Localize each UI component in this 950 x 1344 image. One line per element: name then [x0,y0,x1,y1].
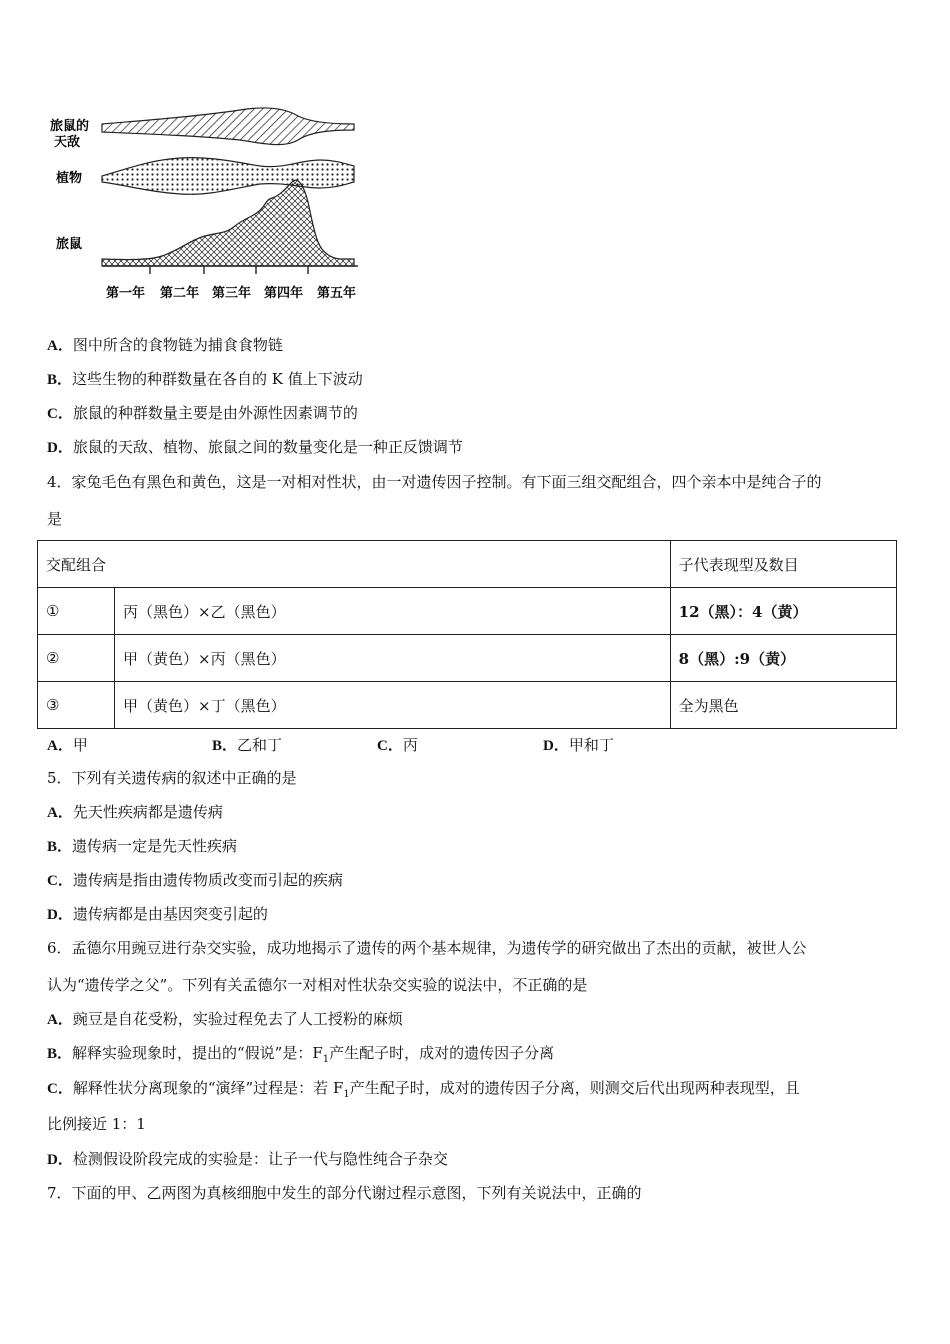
q3-option-a: A．图中所含的食物链为捕食食物链 [47,336,283,354]
table-cell-offspring: 全为黑色 [670,682,896,729]
q6-option-c: C．解释性状分离现象的“演绎”过程是：若 $F_1$产生配子时，成对的遗传因子分离，则测交后代出现两种表现型，且 [47,1079,800,1100]
lemming-area [102,180,354,266]
table-header-offspring: 子代表现型及数目 [670,541,896,588]
table-cell-offspring: 8（黑）:9（黄） [670,635,896,682]
q6-option-a: A．豌豆是自花受粉，实验过程免去了人工授粉的麻烦 [47,1010,403,1028]
table-cell-cross: 甲（黄色）×丙（黑色） [115,635,671,682]
table-header-row [38,541,897,588]
q4-choice-c: C．丙 [377,736,418,754]
q7-stem: 7．下面的甲、乙两图为真核细胞中发生的部分代谢过程示意图，下列有关说法中，正确的 [47,1184,642,1202]
q6-option-c-line-2: 比例接近 1：1 [47,1115,146,1133]
q4-choices [47,734,907,754]
tick-year-2: 第二年 [160,286,200,301]
q4-stem-line-1: 4．家兔毛色有黑色和黄色，这是一对相对性状，由一对遗传因子控制。有下面三组交配组合，四个亲本中是纯合子的 [47,473,822,491]
q6-stem-line-2: 认为“遗传学之父”。下列有关孟德尔一对相对性状杂交实验的说法中，不正确的是 [47,976,588,994]
table-cell-offspring: 12（黑）：4（黄） [670,588,896,635]
q4-choice-a: A．甲 [47,736,88,754]
q4-choice-d: D．甲和丁 [543,736,614,754]
tick-year-1: 第一年 [106,286,146,301]
q6-stem-line-1: 6．孟德尔用豌豆进行杂交实验，成功地揭示了遗传的两个基本规律，为遗传学的研究做出了杰出的贡献，被世人公 [47,939,807,957]
table-cell-index: ③ [38,682,115,729]
table-cell-index: ② [38,635,115,682]
label-predator-1: 旅鼠的 [50,119,90,134]
plant-band [102,158,354,195]
table-row [38,588,897,635]
q5-option-c: C．遗传病是指由遗传物质改变而引起的疾病 [47,871,343,889]
q6-option-b: B．解释实验现象时，提出的“假说”是：$F_1$产生配子时，成对的遗传因子分离 [47,1044,555,1065]
label-lemming: 旅鼠 [56,237,83,252]
q3-option-c: C．旅鼠的种群数量主要是由外源性因素调节的 [47,404,358,422]
tick-year-3: 第三年 [212,286,252,301]
predator-band [102,108,354,145]
q4-choice-b: B．乙和丁 [212,736,283,754]
table-cell-cross: 甲（黄色）×丁（黑色） [115,682,671,729]
label-plant: 植物 [56,171,83,186]
table-header-cross: 交配组合 [38,541,671,588]
label-predator-2: 天敌 [54,135,81,150]
q5-option-d: D．遗传病都是由基因突变引起的 [47,905,268,923]
q3-option-d: D．旅鼠的天敌、植物、旅鼠之间的数量变化是一种正反馈调节 [47,438,463,456]
q5-option-a: A．先天性疾病都是遗传病 [47,803,223,821]
tick-year-5: 第五年 [317,286,357,301]
q4-stem-line-2: 是 [47,510,63,528]
table-row [38,682,897,729]
table-cell-cross: 丙（黑色）×乙（黑色） [115,588,671,635]
table-cell-index: ① [38,588,115,635]
q6-option-d: D．检测假设阶段完成的实验是：让子一代与隐性纯合子杂交 [47,1150,448,1168]
table-row [38,635,897,682]
q3-option-b: B．这些生物的种群数量在各自的 K 值上下波动 [47,370,363,388]
q5-stem: 5．下列有关遗传病的叙述中正确的是 [47,769,297,787]
tick-year-4: 第四年 [264,286,304,301]
cross-table [37,540,897,729]
q5-option-b: B．遗传病一定是先天性疾病 [47,837,238,855]
population-diagram [40,102,380,312]
